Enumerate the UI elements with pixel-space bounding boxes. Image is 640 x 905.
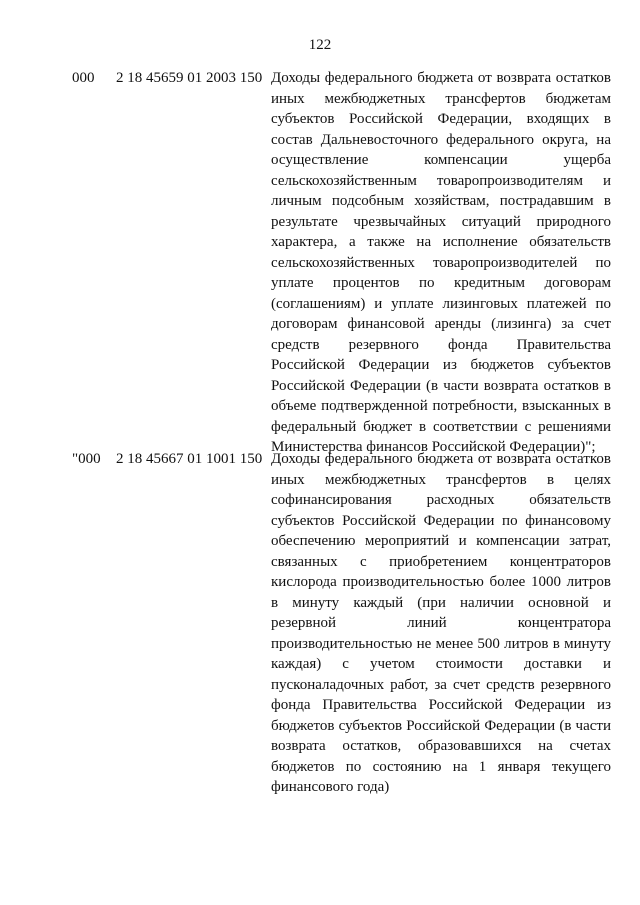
admin-code: "000 xyxy=(72,451,101,467)
description-line: федеральный бюджет в соответствии с решениями xyxy=(271,418,611,435)
description-line: возврата остатков, образовавшихся на счетах xyxy=(271,738,611,754)
description-line: иных межбюджетных трансфертов бюджетам xyxy=(271,90,611,107)
description-line: сельскохозяйственных товаропроизводителей по xyxy=(271,254,611,271)
description-line: кислорода производительностью более 1000 литров xyxy=(271,574,611,590)
budget-classification-code: 2 18 45667 01 1001 150 xyxy=(116,451,263,467)
description-line: характера, а также на исполнение обязательств xyxy=(271,234,611,250)
description-line: личным подсобным хозяйствам, пострадавшим в xyxy=(271,193,611,209)
description-line: осуществление компенсации ущерба xyxy=(271,152,611,168)
description-line: уплате процентов по кредитным договорам xyxy=(271,275,611,291)
description-line: связанных с приобретением концентраторов xyxy=(271,553,611,570)
description-line: объеме подтвержденной потребности, взысканных в xyxy=(271,398,611,414)
description-line: субъектов Российской Федерации по финансовому xyxy=(271,512,611,529)
description-line: средств резервного фонда Правительства xyxy=(271,336,611,353)
income-description xyxy=(271,68,611,458)
description-line: Доходы федерального бюджета от возврата остатков xyxy=(271,451,611,467)
description-line: софинансирования расходных обязательств xyxy=(271,492,611,508)
description-line: фонда Правительства Российской Федерации из xyxy=(271,697,611,713)
description-line: Российской Федерации из бюджетов субъектов xyxy=(271,357,611,373)
description-line: в минуту каждый (при наличии основной и xyxy=(271,594,611,611)
description-line: сельскохозяйственным товаропроизводителям и xyxy=(271,172,611,189)
description-line: резервной линий концентратора xyxy=(271,615,611,631)
description-line: результате чрезвычайных ситуаций природного xyxy=(271,213,611,230)
description-line: Доходы федерального бюджета от возврата остатков xyxy=(271,70,611,86)
description-line: пусконаладочных работ, за счет средств резервного xyxy=(271,676,611,693)
description-line: производительностью не менее 500 литров в минуту xyxy=(271,635,611,652)
description-line: обеспечению мероприятий и компенсации затрат, xyxy=(271,533,611,549)
description-line: иных межбюджетных трансфертов в целях xyxy=(271,471,611,488)
description-line: субъектов Российской Федерации, входящих в xyxy=(271,111,611,127)
income-description xyxy=(271,449,611,798)
budget-classification-code: 2 18 45659 01 2003 150 xyxy=(116,70,263,86)
description-line: (соглашениям) и уплате лизинговых платежей по xyxy=(271,295,611,312)
description-line: Российской Федерации (в части возврата остатков в xyxy=(271,377,611,394)
description-line: договорам финансовой аренды (лизинга) за счет xyxy=(271,316,611,332)
admin-code: 000 xyxy=(72,70,95,86)
description-line: каждая) с учетом стоимости доставки и xyxy=(271,656,611,672)
description-line: финансового года) xyxy=(271,779,390,795)
description-line: состав Дальневосточного федерального округа, на xyxy=(271,131,611,148)
description-line: Министерства финансов Российской Федерации)"; xyxy=(271,439,596,455)
page-number: 122 xyxy=(308,37,332,53)
description-line: бюджетов по состоянию на 1 января текущего xyxy=(271,758,611,775)
description-line: бюджетов субъектов Российской Федерации (в части xyxy=(271,717,611,734)
